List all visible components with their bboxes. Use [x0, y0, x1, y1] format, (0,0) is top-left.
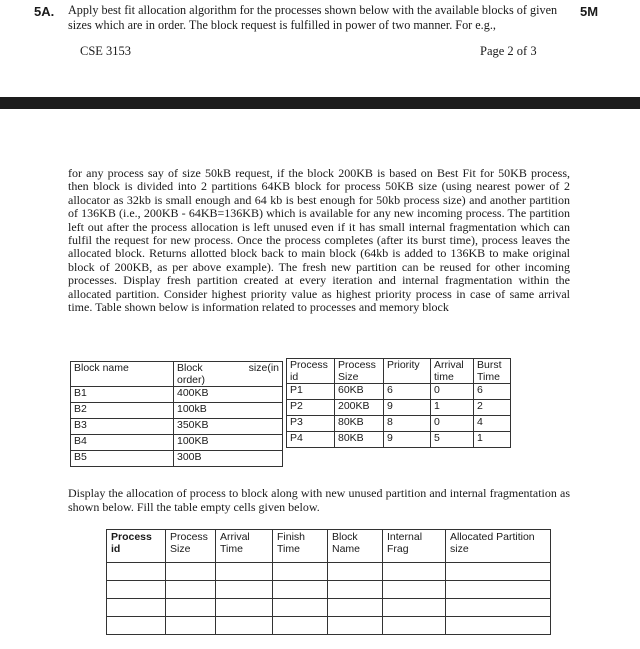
- question-marks: 5M: [580, 4, 599, 19]
- block-table-header: [71, 362, 283, 387]
- body-paragraph: for any process say of size 50kB request, if the block 200KB is based on Best Fit for 50KB process, then block is divided into 2 partitions 64KB block for process 50KB size (using nearest power of 2 allocator as 32kb is small enough and 64 kb is best enough for 50kb process size) and another partition of 136KB (i.e., 200KB - 64KB=136KB) which is available for any new incoming process. The partition left out after the process allocation is left unused even if it has small internal fragmentation which can fulfil the request for new process. Once the process completes (after its burst time), process leaves the allocated block. Returns allotted block back to main block (64kb is added to 136KB to make original block of 200KB, as per above example). The fresh new partition can be reused for other incoming processes. Display fresh partition created at every iteration and internal fragmentation within the allocated partition. Consider highest priority value as highest priority process in case of same arrival time. Table shown below is information related to processes and memory block: [68, 166, 570, 315]
- page-separator: [0, 97, 640, 109]
- block-size-header: Block order): [174, 362, 239, 387]
- table-row: P2 200KB 9 1 2: [287, 400, 511, 416]
- block-table: [70, 361, 283, 467]
- question-number: 5A.: [34, 4, 55, 19]
- table-row: P1 60KB 6 0 6: [287, 384, 511, 400]
- instruction-text: Display the allocation of process to block along with new unused partition and internal fragmentation as shown below. Fill the table empty cells given below.: [68, 486, 570, 514]
- page-number: Page 2 of 3: [480, 44, 537, 58]
- page-top: [0, 0, 640, 97]
- question-text: Apply best fit allocation algorithm for the processes shown below with the available blocks of given sizes which are in order. The block request is fulfilled in power of two manner. For e.g.,: [68, 3, 558, 32]
- empty-row: [107, 617, 551, 635]
- process-table-header: Process id Process Size Priority Arrival time Burst Time: [287, 359, 511, 384]
- table-row: B1 400KB: [71, 387, 283, 403]
- empty-row: [107, 581, 551, 599]
- table-row: B3 350KB: [71, 419, 283, 435]
- table-row: B4 100KB: [71, 435, 283, 451]
- empty-row: [107, 563, 551, 581]
- answer-table-header: Process id Process Size Arrival Time Finish Time Block Name Internal Frag Allocated Partition size: [107, 530, 551, 563]
- table-row: P3 80KB 8 0 4: [287, 416, 511, 432]
- block-name-header: Block name: [71, 362, 174, 387]
- process-table: [286, 358, 511, 448]
- answer-table: [106, 529, 551, 635]
- table-row: P4 80KB 9 5 1: [287, 432, 511, 448]
- table-row: B2 100kB: [71, 403, 283, 419]
- course-code: CSE 3153: [80, 44, 132, 58]
- empty-row: [107, 599, 551, 617]
- block-size-header-cont: size(in: [238, 362, 283, 387]
- table-row: B5 300B: [71, 451, 283, 467]
